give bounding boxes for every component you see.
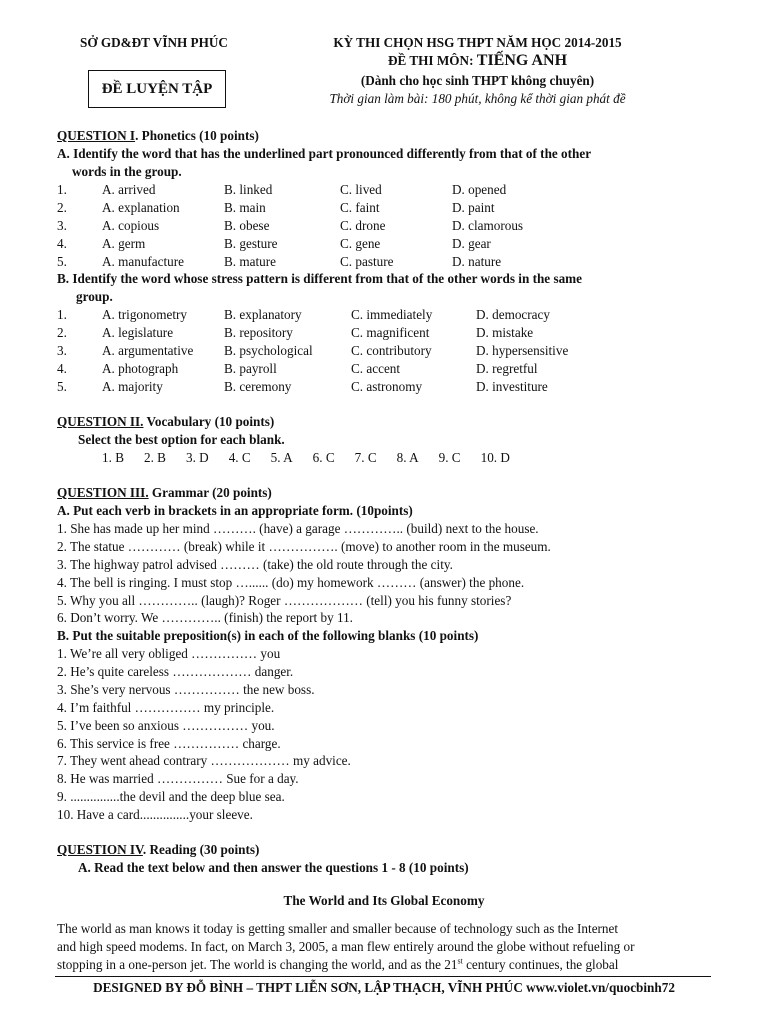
- item-number: 5.: [57, 379, 67, 394]
- item-number: 4.: [57, 236, 67, 251]
- option-a: A. majority: [102, 379, 163, 394]
- answer: 3. D: [185, 450, 209, 465]
- q3b-line: 2. He’s quite careless ……………… danger.: [57, 664, 294, 679]
- question-2-heading: [57, 414, 274, 430]
- option-b: B. linked: [224, 182, 273, 197]
- option-b: B. psychological: [224, 343, 313, 358]
- option-d: D. gear: [452, 236, 491, 251]
- option-d: D. hypersensitive: [476, 343, 569, 358]
- answer: 1. B: [102, 450, 124, 465]
- q1b-row: [0, 360, 768, 378]
- option-d: D. democracy: [476, 307, 550, 322]
- option-c: C. astronomy: [351, 379, 423, 394]
- question-1-title-rest: . Phonetics (10 points): [135, 128, 259, 143]
- question-4-title: QUESTION IV: [57, 842, 143, 857]
- option-d: D. investiture: [476, 379, 548, 394]
- q1b-row: [0, 378, 768, 396]
- option-a: A. arrived: [102, 182, 156, 197]
- item-number: 3.: [57, 218, 67, 233]
- option-a: A. copious: [102, 218, 160, 233]
- school-department: SỞ GD&ĐT VĨNH PHÚC: [80, 35, 228, 50]
- q3b-instruction: B. Put the suitable preposition(s) in each of the following blanks (10 points): [57, 628, 479, 643]
- q3a-instruction: A. Put each verb in brackets in an appropriate form. (10points): [57, 503, 413, 518]
- item-number: 1.: [57, 307, 67, 322]
- q3b-line: 4. I’m faithful …………… my principle.: [57, 700, 275, 715]
- footer-divider: [55, 976, 711, 977]
- option-c: C. lived: [340, 182, 382, 197]
- superscript: st: [457, 956, 463, 966]
- option-c: C. pasture: [340, 254, 394, 269]
- option-b: B. obese: [224, 218, 270, 233]
- option-a: A. manufacture: [102, 254, 185, 269]
- option-d: D. regretful: [476, 361, 538, 376]
- answer: 10. D: [480, 450, 510, 465]
- q3b-line: 7. They went ahead contrary ……………… my advice.: [57, 753, 351, 768]
- option-c: C. drone: [340, 218, 386, 233]
- option-a: A. germ: [102, 236, 146, 251]
- q3a-line: 4. The bell is ringing. I must stop …...... (do) my homework ……… (answer) the phone.: [57, 575, 525, 590]
- item-number: 3.: [57, 343, 67, 358]
- option-c: C. accent: [351, 361, 401, 376]
- q1a-instruction-line1: A. Identify the word that has the underlined part pronounced differently from that of the other: [57, 146, 592, 161]
- q3b-line: 9. ...............the devil and the deep blue sea.: [57, 789, 285, 804]
- q3a-line: 2. The statue ………… (break) while it ……………. (move) to another room in the museum.: [57, 539, 551, 554]
- option-c: C. gene: [340, 236, 381, 251]
- question-3-title-rest: Grammar (20 points): [148, 485, 272, 500]
- subject-prefix: ĐỀ THI MÔN:: [387, 53, 477, 68]
- question-1-heading: [57, 128, 259, 144]
- question-3-heading: [57, 485, 272, 501]
- option-d: D. opened: [452, 182, 507, 197]
- option-c: C. immediately: [351, 307, 433, 322]
- answer: 6. C: [312, 450, 335, 465]
- q1b-instruction-line2: group.: [76, 289, 113, 304]
- option-d: D. nature: [452, 254, 502, 269]
- option-a: A. legislature: [102, 325, 174, 340]
- answer: 2. B: [143, 450, 166, 465]
- passage-text: stopping in a one-person jet. The world is changing the world, and as the 21: [57, 957, 458, 972]
- q1a-row: [0, 181, 768, 199]
- option-a: A. argumentative: [102, 343, 194, 358]
- option-c: C. faint: [340, 200, 380, 215]
- q2-instruction: Select the best option for each blank.: [78, 432, 285, 447]
- q3a-line: 3. The highway patrol advised ……… (take) the old route through the city.: [57, 557, 453, 572]
- q3b-line: 1. We’re all very obliged …………… you: [57, 646, 281, 661]
- exam-title: KỲ THI CHỌN HSG THPT NĂM HỌC 2014-2015: [333, 35, 622, 50]
- q1b-instruction-line1: B. Identify the word whose stress pattern is different from that of the other words in the same: [57, 271, 583, 286]
- passage-line: [57, 957, 618, 973]
- passage-line: and high speed modems. In fact, on March 3, 2005, a man flew entirely around the globe without refueling or: [57, 939, 635, 954]
- q3b-line: 8. He was married …………… Sue for a day.: [57, 771, 299, 786]
- subject-name: TIẾNG ANH: [476, 52, 568, 69]
- item-number: 5.: [57, 254, 67, 269]
- item-number: 2.: [57, 325, 67, 340]
- question-3-title: QUESTION III.: [57, 485, 149, 500]
- passage-line: The world as man knows it today is getting smaller and smaller because of technology such as the Internet: [57, 921, 619, 936]
- option-d: D. mistake: [476, 325, 534, 340]
- practice-label-box: ĐỀ LUYỆN TẬP: [88, 70, 226, 108]
- q1b-row: [0, 306, 768, 324]
- option-a: A. trigonometry: [102, 307, 187, 322]
- q3b-line: 6. This service is free …………… charge.: [57, 736, 281, 751]
- question-4-title-rest: . Reading (30 points): [142, 842, 260, 857]
- question-1-title: QUESTION I: [57, 128, 136, 143]
- option-b: B. gesture: [224, 236, 278, 251]
- answer: 7. C: [354, 450, 377, 465]
- question-2-title: QUESTION II.: [57, 414, 144, 429]
- q3a-line: 1. She has made up her mind ………. (have) a garage ………….. (build) next to the house.: [57, 521, 539, 536]
- passage-text: century continues, the global: [462, 957, 619, 972]
- answer: 4. C: [228, 450, 251, 465]
- question-2-title-rest: Vocabulary (10 points): [143, 414, 275, 429]
- option-b: B. explanatory: [224, 307, 302, 322]
- option-b: B. main: [224, 200, 266, 215]
- option-c: C. magnificent: [351, 325, 430, 340]
- exam-subject: [300, 52, 655, 70]
- q1a-row: [0, 235, 768, 253]
- exam-time: Thời gian làm bài: 180 phút, không kể thời gian phát đề: [329, 91, 626, 106]
- option-c: C. contributory: [351, 343, 432, 358]
- item-number: 4.: [57, 361, 67, 376]
- option-b: B. ceremony: [224, 379, 292, 394]
- answer: 5. A: [270, 450, 293, 465]
- option-d: D. paint: [452, 200, 495, 215]
- footer-credit: DESIGNED BY ĐỖ BÌNH – THPT LIỄN SƠN, LẬP THẠCH, VĨNH PHÚC www.violet.vn/quocbinh72: [93, 980, 675, 995]
- option-b: B. repository: [224, 325, 293, 340]
- question-4-heading: [57, 842, 259, 858]
- q3a-line: 6. Don’t worry. We ………….. (finish) the report by 11.: [57, 610, 353, 625]
- passage-title: The World and Its Global Economy: [283, 893, 485, 908]
- option-a: A. photograph: [102, 361, 179, 376]
- q1a-row: [0, 199, 768, 217]
- answer: 9. C: [438, 450, 461, 465]
- q1a-row: [0, 253, 768, 271]
- answer: 8. A: [396, 450, 419, 465]
- option-b: B. payroll: [224, 361, 277, 376]
- q1b-row: [0, 324, 768, 342]
- option-d: D. clamorous: [452, 218, 524, 233]
- q2-answers: [102, 450, 530, 466]
- q3b-line: 3. She’s very nervous …………… the new boss.: [57, 682, 315, 697]
- q3a-line: 5. Why you all ………….. (laugh)? Roger ……………… (tell) you his funny stories?: [57, 593, 512, 608]
- option-a: A. explanation: [102, 200, 180, 215]
- item-number: 1.: [57, 182, 67, 197]
- q1b-row: [0, 342, 768, 360]
- option-b: B. mature: [224, 254, 277, 269]
- q3b-line: 10. Have a card...............your sleeve.: [57, 807, 253, 822]
- q3b-line: 5. I’ve been so anxious …………… you.: [57, 718, 275, 733]
- q1a-row: [0, 217, 768, 235]
- q4a-instruction: A. Read the text below and then answer the questions 1 - 8 (10 points): [78, 860, 469, 875]
- item-number: 2.: [57, 200, 67, 215]
- q1a-instruction-line2: words in the group.: [72, 164, 182, 179]
- exam-audience: (Dành cho học sinh THPT không chuyên): [360, 73, 595, 88]
